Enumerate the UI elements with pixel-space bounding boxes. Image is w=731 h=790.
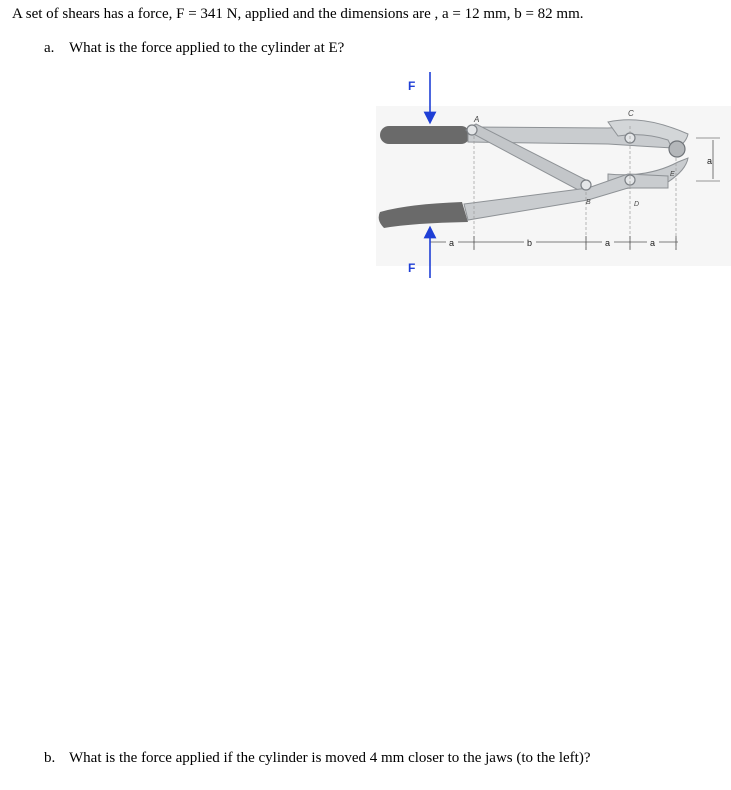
force-label-top: F <box>408 79 416 93</box>
label-point-b: B <box>586 199 591 206</box>
top-grip <box>380 126 470 144</box>
dim-label-mid-a: a <box>605 238 611 248</box>
cylinder-e <box>669 141 685 157</box>
label-point-c: C <box>628 109 634 118</box>
question-a <box>44 40 344 57</box>
force-label-bottom: F <box>408 261 416 275</box>
question-a-text: What is the force applied to the cylinder at E? <box>69 40 345 56</box>
pivot-a <box>467 125 477 135</box>
question-b-letter: b. <box>44 750 56 766</box>
question-a-letter: a. <box>44 40 55 56</box>
dim-label-right-a: a <box>650 238 656 248</box>
label-point-d: D <box>634 201 640 208</box>
label-point-a: A <box>474 115 480 124</box>
label-point-e: E <box>670 171 675 178</box>
dim-label-left-a: a <box>449 238 455 248</box>
pivot-b <box>581 180 591 190</box>
dim-label-b: b <box>527 238 533 248</box>
shears-diagram <box>368 66 731 286</box>
question-b <box>44 750 591 767</box>
question-b-text: What is the force applied if the cylinder is moved 4 mm closer to the jaws (to the left)? <box>69 750 591 766</box>
dim-label-vertical-a: a <box>707 156 713 166</box>
problem-statement: A set of shears has a force, F = 341 N, applied and the dimensions are , a = 12 mm, b = 82 mm. <box>12 6 584 22</box>
